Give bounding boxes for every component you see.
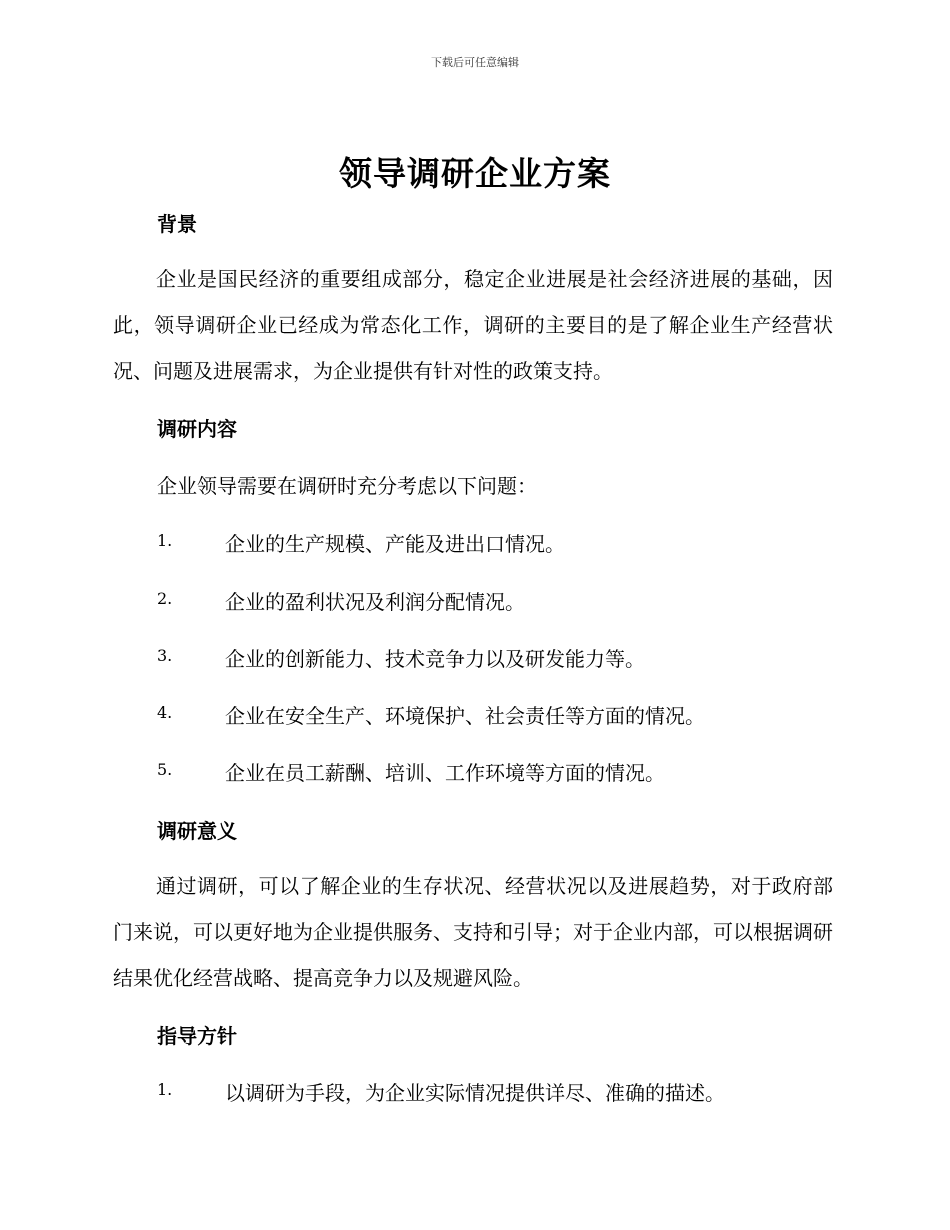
list-item — [157, 528, 857, 558]
list-text: 企业在安全生产、环境保护、社会责任等方面的情况。 — [225, 704, 705, 728]
section-heading-content: 调研内容 — [157, 417, 237, 441]
list-number: 1. — [157, 1080, 173, 1099]
list-item — [157, 1077, 857, 1107]
document-title: 领导调研企业方案 — [339, 154, 611, 193]
content-intro-line: 企业领导需要在调研时充分考虑以下问题： — [157, 474, 537, 498]
list-text: 企业在员工薪酬、培训、工作环境等方面的情况。 — [225, 761, 665, 785]
list-item — [157, 643, 857, 673]
section-heading-background: 背景 — [157, 212, 197, 236]
list-item — [157, 700, 857, 730]
list-number: 1. — [157, 531, 173, 550]
significance-paragraph: 通过调研，可以了解企业的生存状况、经营状况以及进展趋势，对于政府部门来说，可以更好地为企业提供服务、支持和引导；对于企业内部，可以根据调研结果优化经营战略、提高竞争力以及规避风险。 — [113, 874, 833, 990]
list-item — [157, 586, 857, 616]
section-heading-guidelines: 指导方针 — [157, 1024, 237, 1048]
background-paragraph: 企业是国民经济的重要组成部分，稳定企业进展是社会经济进展的基础，因此，领导调研企业已经成为常态化工作，调研的主要目的是了解企业生产经营状况、问题及进展需求，为企业提供有针对性的政策支持。 — [113, 267, 833, 383]
list-number: 3. — [157, 646, 173, 665]
list-text: 企业的创新能力、技术竞争力以及研发能力等。 — [225, 647, 645, 671]
list-item — [157, 757, 857, 787]
list-text: 企业的生产规模、产能及进出口情况。 — [225, 532, 565, 556]
header-note: 下载后可任意编辑 — [431, 56, 519, 69]
list-number: 4. — [157, 703, 173, 722]
list-number: 5. — [157, 760, 173, 779]
list-text: 以调研为手段，为企业实际情况提供详尽、准确的描述。 — [225, 1081, 725, 1105]
list-number: 2. — [157, 589, 173, 608]
list-text: 企业的盈利状况及利润分配情况。 — [225, 590, 525, 614]
section-heading-significance: 调研意义 — [157, 819, 237, 843]
